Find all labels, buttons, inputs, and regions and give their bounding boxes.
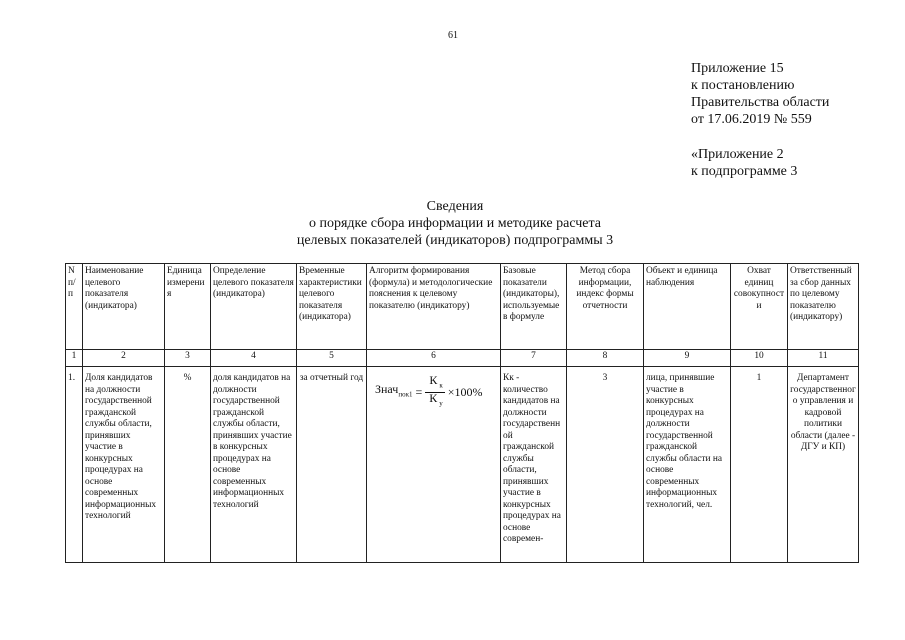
unit-cell: % xyxy=(165,367,211,563)
annex2-line: «Приложение 2 xyxy=(691,147,784,162)
annex2-block xyxy=(691,146,797,180)
header-cell: Базовые показатели (индикаторы), используемые в формуле xyxy=(501,264,567,350)
header-cell: Ответственный за сбор данных по целевому показателю (индикатору) xyxy=(788,264,859,350)
header-cell: Временные характеристики целевого показателя (индикатора) xyxy=(297,264,367,350)
title-line: о порядке сбора информации и методике расчета xyxy=(308,216,602,231)
number-cell: 7 xyxy=(501,350,567,367)
number-cell: 11 xyxy=(788,350,859,367)
base-indicators-cell: Кк - количество кандидатов на должности государственной гражданской службы области, принявших участие в конкурсных процедурах на основе современ- xyxy=(501,367,567,563)
definition-cell: доля кандидатов на должности государственной гражданской службы области, принявших участие в конкурсных процедурах на основе современных информационных технологий xyxy=(211,367,297,563)
annex-block xyxy=(691,60,829,128)
number-cell: 10 xyxy=(731,350,788,367)
header-cell: Метод сбора информации, индекс формы отчетности xyxy=(567,264,644,350)
formula-numerator: К $_к$ xyxy=(425,375,444,393)
number-cell: 6 xyxy=(367,350,501,367)
title-line: целевых показателей (индикаторов) подпрограммы 3 xyxy=(296,233,614,248)
table-number-row xyxy=(66,350,859,367)
number-cell: 2 xyxy=(83,350,165,367)
formula-suffix: ×100% xyxy=(447,384,483,399)
annex-line: от 17.06.2019 № 559 xyxy=(691,112,812,127)
row-number: 1. xyxy=(66,367,83,563)
document-title xyxy=(250,198,660,249)
number-cell: 5 xyxy=(297,350,367,367)
annex-line: Правительства области xyxy=(691,95,830,110)
formula-cell xyxy=(367,367,501,563)
coverage-cell: 1 xyxy=(731,367,788,563)
formula-equals: = xyxy=(412,384,423,399)
header-cell: Объект и единица наблюдения xyxy=(644,264,731,350)
formula-denominator: К $_у$ xyxy=(429,390,443,408)
number-cell: 4 xyxy=(211,350,297,367)
indicators-table xyxy=(65,263,859,563)
annex2-line: к подпрограмме 3 xyxy=(691,164,798,179)
indicator-name: Доля кандидатов на должности государственной гражданской службы области, принявших участие в конкурсных процедурах на основе современных информационных технологий xyxy=(83,367,165,563)
object-cell: лица, принявшие участие в конкурсных процедурах на должности государственной гражданской службы области на основе современных информационных технологий, чел. xyxy=(644,367,731,563)
method-cell: 3 xyxy=(567,367,644,563)
number-cell: 9 xyxy=(644,350,731,367)
page-number: 61 xyxy=(448,30,458,41)
title-line: Сведения xyxy=(426,199,484,214)
header-cell: Определение целевого показателя (индикатора) xyxy=(211,264,297,350)
formula-lhs: Знач$_{пок1}$ xyxy=(375,381,413,399)
table-row xyxy=(66,367,859,563)
number-cell: 1 xyxy=(66,350,83,367)
number-cell: 3 xyxy=(165,350,211,367)
header-cell: Наименование целевого показателя (индикатора) xyxy=(83,264,165,350)
header-cell: Охват единиц совокупности xyxy=(731,264,788,350)
formula xyxy=(375,375,498,410)
header-cell: Алгоритм формирования (формула) и методологические пояснения к целевому показателю (индикатору) xyxy=(367,264,501,350)
annex-line: к постановлению xyxy=(691,78,795,93)
formula-fraction xyxy=(425,375,445,410)
responsible-cell: Департамент государственного управления и кадровой политики области (далее - ДГУ и КП) xyxy=(788,367,859,563)
header-cell: Единица измерения xyxy=(165,264,211,350)
number-cell: 8 xyxy=(567,350,644,367)
annex-line: Приложение 15 xyxy=(691,61,784,76)
table-header-row xyxy=(66,264,859,350)
header-cell: N п/п xyxy=(66,264,83,350)
time-cell: за отчетный год xyxy=(297,367,367,563)
